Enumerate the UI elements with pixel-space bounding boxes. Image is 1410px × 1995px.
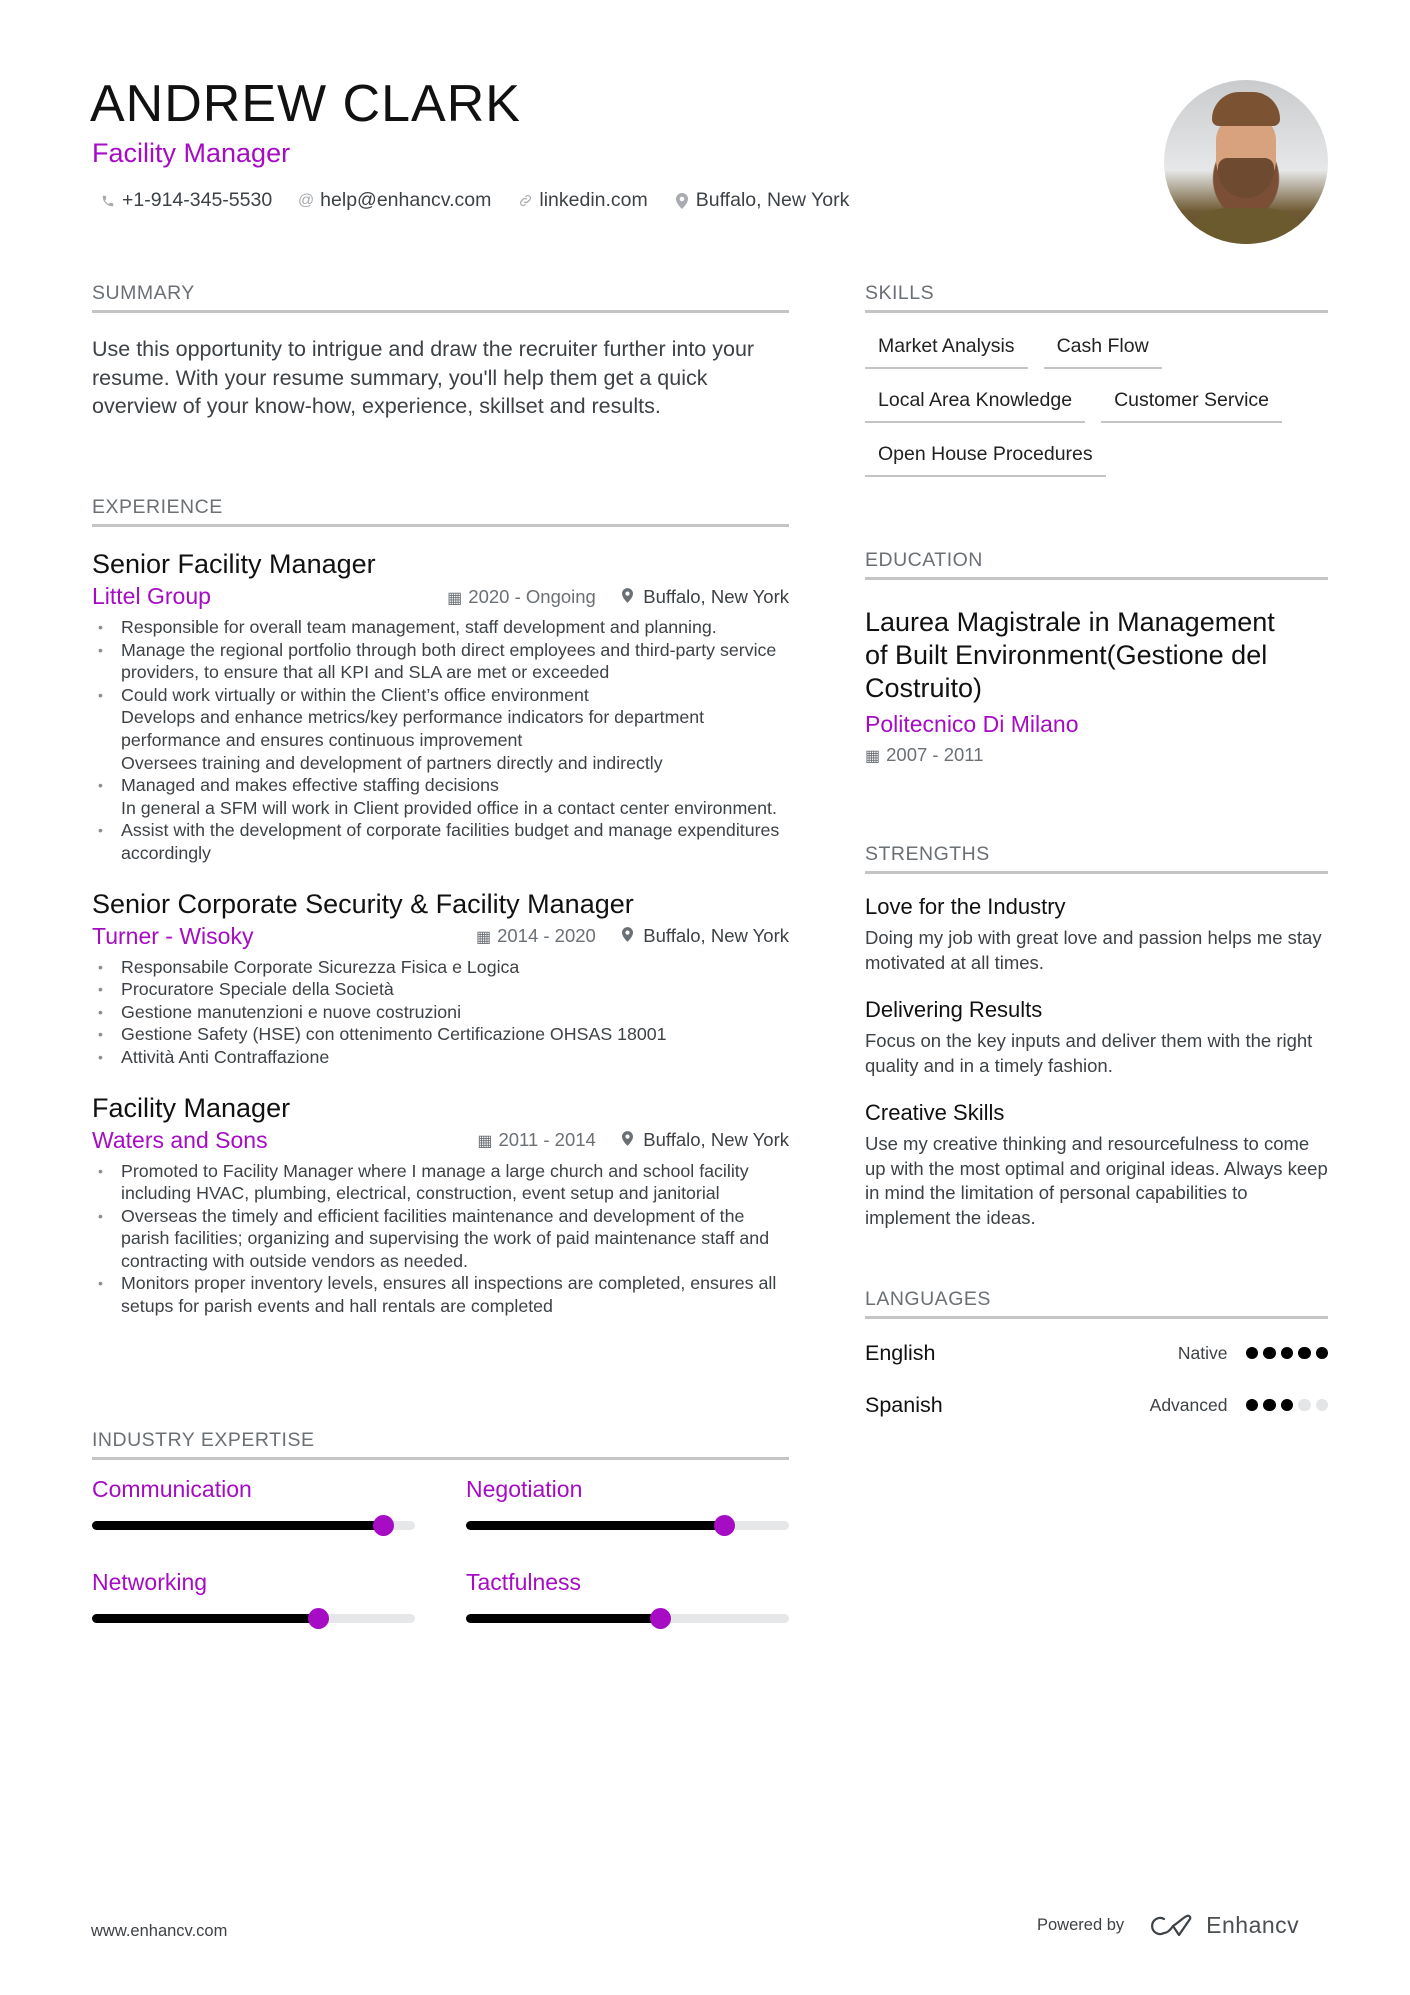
job-bullets xyxy=(92,956,789,1069)
location-pin-icon xyxy=(622,1133,637,1150)
job-company: Turner - Wisoky xyxy=(92,922,254,949)
job-location: Buffalo, New York xyxy=(622,586,789,608)
language-name: Spanish xyxy=(865,1392,943,1417)
expertise-label: Networking xyxy=(92,1569,208,1595)
empty-dot-icon xyxy=(1316,1399,1329,1412)
expertise-knob xyxy=(650,1608,671,1629)
section-heading-education: EDUCATION xyxy=(865,549,1328,580)
filled-dot-icon xyxy=(1316,1347,1329,1360)
filled-dot-icon xyxy=(1263,1399,1276,1412)
filled-dot-icon xyxy=(1298,1347,1311,1360)
section-heading-strengths: STRENGTHS xyxy=(865,843,1328,874)
expertise-label: Communication xyxy=(92,1476,252,1502)
bullet-item: Oversees training and development of partners directly and indirectly xyxy=(121,752,663,773)
contact-phone[interactable] xyxy=(100,189,272,212)
strength-item xyxy=(865,894,1328,975)
job-dates: ▦ 2020 - Ongoing xyxy=(447,585,596,607)
education-dates: ▦ 2007 - 2011 xyxy=(865,744,984,765)
strength-item xyxy=(865,1100,1328,1230)
expertise-grid xyxy=(92,1476,789,1662)
bullet-item: • Procuratore Speciale della Società xyxy=(92,978,789,1001)
section-heading-industry-expertise: INDUSTRY EXPERTISE xyxy=(92,1429,789,1460)
language-name: English xyxy=(865,1340,936,1365)
link-icon xyxy=(517,193,533,208)
job-company: Waters and Sons xyxy=(92,1126,268,1153)
language-level: Native xyxy=(1177,1342,1228,1363)
job-location: Buffalo, New York xyxy=(622,925,789,947)
expertise-knob xyxy=(308,1608,329,1629)
experience-section xyxy=(92,496,789,1318)
language-proficiency-dots xyxy=(1246,1347,1329,1360)
bullet-item: • Responsabile Corporate Sicurezza Fisica e Logica xyxy=(92,956,789,979)
calendar-icon: ▦ xyxy=(477,1133,493,1150)
bullet-item: • Managed and makes effective staffing decisions xyxy=(92,774,789,797)
footer-website[interactable]: www.enhancv.com xyxy=(91,1922,228,1940)
photo-hair xyxy=(1212,92,1280,126)
expertise-bar xyxy=(466,1521,789,1530)
languages-section xyxy=(865,1288,1328,1431)
skill-tag: Open House Procedures xyxy=(865,443,1106,477)
strength-title: Delivering Results xyxy=(865,997,1043,1022)
expertise-knob xyxy=(373,1515,394,1536)
bullet-item: Develops and enhance metrics/key performance indicators for department performance and ensures continuous improvement xyxy=(121,707,705,750)
expertise-label: Tactfulness xyxy=(466,1569,582,1595)
section-heading-experience: EXPERIENCE xyxy=(92,496,789,527)
industry-expertise-section xyxy=(92,1429,789,1662)
education-degree: Laurea Magistrale in Management of Built Environment(Gestione del Costruito) xyxy=(865,607,1275,703)
section-heading-skills: SKILLS xyxy=(865,282,1328,313)
enhancv-brand-text: Enhancv xyxy=(1206,1912,1300,1938)
footer-branding xyxy=(1037,1912,1299,1939)
job-dates: ▦ 2011 - 2014 xyxy=(477,1129,596,1150)
photo-beard xyxy=(1218,158,1274,198)
powered-by-label: Powered by xyxy=(1037,1916,1125,1934)
job-company: Littel Group xyxy=(92,583,211,609)
expertise-item xyxy=(92,1569,415,1662)
job-entry xyxy=(92,887,789,1069)
language-level: Advanced xyxy=(1149,1394,1228,1415)
education-school: Politecnico Di Milano xyxy=(865,711,1079,737)
job-meta xyxy=(92,583,789,610)
strength-title: Love for the Industry xyxy=(865,894,1066,919)
skill-tag: Market Analysis xyxy=(865,335,1028,369)
candidate-name: ANDREW CLARK xyxy=(90,75,521,133)
bullet-item: • Gestione Safety (HSE) con ottenimento Certificazione OHSAS 18001 xyxy=(92,1023,789,1046)
at-icon: @ xyxy=(298,191,315,209)
job-title: Senior Corporate Security & Facility Manager xyxy=(92,888,634,919)
bullet-item: • Assist with the development of corporate facilities budget and manage expenditures accordingly xyxy=(92,819,789,864)
contact-location-text: Buffalo, New York xyxy=(695,189,850,211)
bullet-item: • Manage the regional portfolio through both direct employees and third-party service providers, to ensure that all KPI and SLA are met or exceeded xyxy=(92,639,789,684)
calendar-icon: ▦ xyxy=(447,589,463,607)
calendar-icon: ▦ xyxy=(475,929,492,947)
enhancv-logo[interactable] xyxy=(1150,1912,1299,1939)
summary-section xyxy=(92,282,789,421)
job-title: Facility Manager xyxy=(92,1092,291,1123)
skill-tag: Cash Flow xyxy=(1044,335,1162,369)
location-pin-icon xyxy=(674,193,690,209)
expertise-bar xyxy=(92,1521,415,1530)
skill-tag: Local Area Knowledge xyxy=(865,389,1085,423)
language-proficiency-dots xyxy=(1246,1399,1329,1412)
job-entry xyxy=(92,1091,789,1318)
contact-phone-text: +1-914-345-5530 xyxy=(122,189,273,211)
strength-description: Focus on the key inputs and deliver them with the right quality and in a timely fashion. xyxy=(865,1030,1313,1076)
filled-dot-icon xyxy=(1246,1399,1259,1412)
expertise-item xyxy=(466,1476,789,1569)
job-entry xyxy=(92,547,789,865)
strengths-section xyxy=(865,843,1328,1230)
skills-section xyxy=(865,282,1328,477)
bullet-item: • Responsible for overall team management, staff development and planning. xyxy=(92,616,789,639)
filled-dot-icon xyxy=(1263,1347,1276,1360)
expertise-bar xyxy=(466,1614,789,1623)
contact-linkedin-text: linkedin.com xyxy=(539,189,648,211)
education-section xyxy=(865,549,1328,766)
location-pin-icon xyxy=(622,590,637,607)
language-item xyxy=(865,1327,1328,1379)
job-meta xyxy=(92,923,789,950)
summary-text: Use this opportunity to intrigue and draw the recruiter further into your resume. With your resume summary, you'll help them get a quick overview of your know-how, experience, skillset and results. xyxy=(92,337,755,418)
contact-email[interactable] xyxy=(298,189,491,212)
job-meta xyxy=(92,1127,789,1154)
strength-description: Use my creative thinking and resourcefulness to come up with the most optimal and original ideas. Always keep in mind the limitation of personal capabilities to implement the ideas. xyxy=(865,1133,1328,1228)
filled-dot-icon xyxy=(1246,1347,1259,1360)
bullet-item: • Attività Anti Contraffazione xyxy=(92,1046,789,1069)
section-heading-languages: LANGUAGES xyxy=(865,1288,1328,1319)
empty-dot-icon xyxy=(1298,1399,1311,1412)
job-bullets xyxy=(92,1160,789,1318)
bullet-item: • Could work virtually or within the Client’s office environment xyxy=(92,684,789,707)
contact-row xyxy=(100,189,849,212)
bullet-item: In general a SFM will work in Client provided office in a contact center environment. xyxy=(121,797,777,818)
strength-description: Doing my job with great love and passion helps me stay motivated at all times. xyxy=(865,927,1322,973)
contact-location xyxy=(674,189,850,212)
strength-title: Creative Skills xyxy=(865,1100,1005,1125)
expertise-item xyxy=(92,1476,415,1569)
filled-dot-icon xyxy=(1281,1399,1294,1412)
job-title: Senior Facility Manager xyxy=(92,549,376,579)
phone-icon xyxy=(100,194,116,208)
candidate-title: Facility Manager xyxy=(92,138,291,168)
contact-linkedin[interactable] xyxy=(517,189,647,212)
profile-photo xyxy=(1164,80,1328,244)
skill-tag: Customer Service xyxy=(1101,389,1282,423)
location-pin-icon xyxy=(622,929,637,946)
section-heading-summary: SUMMARY xyxy=(92,282,789,313)
strength-item xyxy=(865,997,1328,1078)
enhancv-logo-icon xyxy=(1150,1914,1196,1938)
language-item xyxy=(865,1379,1328,1431)
bullet-item: • Promoted to Facility Manager where I manage a large church and school facility including HVAC, plumbing, electrical, construction, event setup and janitorial xyxy=(92,1160,789,1205)
calendar-icon: ▦ xyxy=(865,748,881,765)
filled-dot-icon xyxy=(1281,1347,1294,1360)
job-bullets xyxy=(92,616,789,865)
contact-email-text: help@enhancv.com xyxy=(320,189,492,211)
expertise-bar xyxy=(92,1614,415,1623)
expertise-item xyxy=(466,1569,789,1662)
expertise-knob xyxy=(714,1515,735,1536)
job-dates: ▦ 2014 - 2020 xyxy=(475,925,596,947)
skills-list xyxy=(865,335,1328,477)
bullet-item: • Overseas the timely and efficient facilities maintenance and development of the parish facilities; organizing and supervising the work of paid maintenance staff and contracting with outside vendors as needed. xyxy=(92,1205,789,1273)
bullet-item: • Gestione manutenzioni e nuove costruzioni xyxy=(92,1001,789,1024)
expertise-label: Negotiation xyxy=(466,1476,583,1502)
photo-shirt xyxy=(1178,208,1314,244)
job-location: Buffalo, New York xyxy=(622,1129,789,1151)
bullet-item: • Monitors proper inventory levels, ensures all inspections are completed, ensures all setups for parish events and hall rentals are completed xyxy=(92,1272,789,1317)
